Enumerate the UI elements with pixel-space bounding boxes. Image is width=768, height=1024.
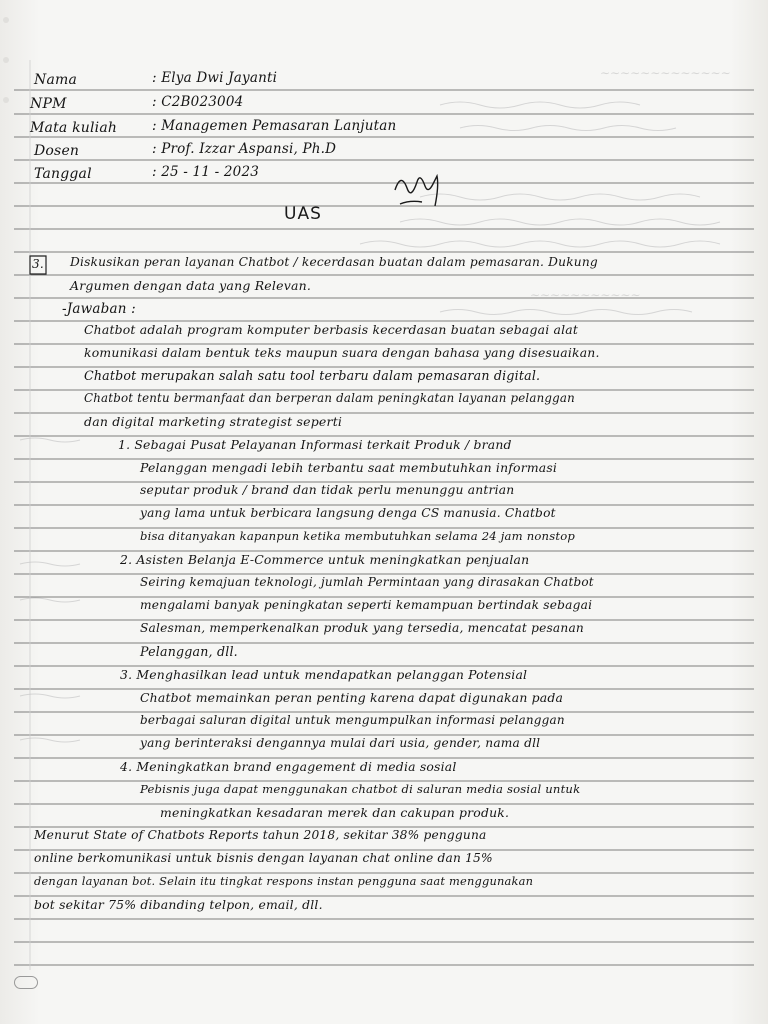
bleed-through-text: ~~~~~~~~~~~~~ bbox=[599, 66, 732, 80]
npm-label: NPM bbox=[30, 96, 67, 112]
answer-line: dan digital marketing strategist seperti bbox=[84, 414, 343, 429]
question-line: Diskusikan peran layanan Chatbot / kecerdasan buatan dalam pemasaran. Dukung bbox=[70, 255, 598, 269]
answer-line: Pelanggan, dll. bbox=[140, 644, 238, 659]
answer-line: meningkatkan kesadaran merek dan cakupan produk. bbox=[160, 805, 510, 820]
answer-line: 4. Meningkatkan brand engagement di media sosial bbox=[120, 759, 457, 774]
answer-line: Seiring kemajuan teknologi, jumlah Permintaan yang dirasakan Chatbot bbox=[140, 575, 594, 589]
answer-line: 2. Asisten Belanja E-Commerce untuk meningkatkan penjualan bbox=[120, 552, 530, 567]
exam-title: UAS bbox=[284, 204, 322, 224]
mata-kuliah-value: : Managemen Pemasaran Lanjutan bbox=[152, 118, 397, 134]
tanggal-value: : 25 - 11 - 2023 bbox=[152, 164, 260, 180]
nama-label: Nama bbox=[34, 72, 78, 88]
npm-value: : C2B023004 bbox=[152, 94, 244, 110]
nama-value: : Elya Dwi Jayanti bbox=[152, 70, 278, 86]
answer-line: 3. Menghasilkan lead untuk mendapatkan pelanggan Potensial bbox=[120, 667, 528, 682]
answer-line: yang berinteraksi dengannya mulai dari usia, gender, nama dll bbox=[140, 736, 541, 750]
bleed-through-text: ~~~~~~~~~~~ bbox=[529, 288, 642, 302]
answer-line: mengalami banyak peningkatan seperti kemampuan bertindak sebagai bbox=[140, 598, 593, 612]
answer-line: bisa ditanyakan kapanpun ketika membutuhkan selama 24 jam nonstop bbox=[140, 529, 576, 543]
answer-line: Chatbot tentu bermanfaat dan berperan dalam peningkatan layanan pelanggan bbox=[84, 391, 575, 405]
answer-line: berbagai saluran digital untuk mengumpulkan informasi pelanggan bbox=[140, 713, 565, 727]
signature bbox=[395, 176, 438, 206]
answer-line: Chatbot adalah program komputer berbasis kecerdasan buatan sebagai alat bbox=[84, 322, 579, 337]
answer-line: Pelanggan mengadi lebih terbantu saat membutuhkan informasi bbox=[140, 460, 558, 475]
answer-line: 1. Sebagai Pusat Pelayanan Informasi terkait Produk / brand bbox=[118, 437, 512, 452]
notebook-brand-tag bbox=[14, 976, 38, 989]
answer-line: yang lama untuk berbicara langsung denga CS manusia. Chatbot bbox=[140, 506, 556, 520]
answer-line: Pebisnis juga dapat menggunakan chatbot di saluran media sosial untuk bbox=[140, 782, 581, 796]
answer-line: Chatbot memainkan peran penting karena dapat digunakan pada bbox=[140, 690, 564, 705]
answer-line: Chatbot merupakan salah satu tool terbaru dalam pemasaran digital. bbox=[84, 368, 541, 383]
mata-kuliah-label: Mata kuliah bbox=[30, 120, 118, 136]
tanggal-label: Tanggal bbox=[34, 166, 92, 182]
answer-line: Menurut State of Chatbots Reports tahun 2018, sekitar 38% pengguna bbox=[34, 828, 487, 842]
question-number: 3. bbox=[32, 257, 44, 271]
answer-line: bot sekitar 75% dibanding telpon, email, dll. bbox=[34, 897, 323, 912]
answer-line: Salesman, memperkenalkan produk yang tersedia, mencatat pesanan bbox=[140, 621, 584, 635]
dosen-value: : Prof. Izzar Aspansi, Ph.D bbox=[152, 141, 337, 157]
answer-line: seputar produk / brand dan tidak perlu menunggu antrian bbox=[140, 483, 515, 497]
question-line: Argumen dengan data yang Relevan. bbox=[70, 278, 312, 293]
answer-line: dengan layanan bot. Selain itu tingkat respons instan pengguna saat menggunakan bbox=[34, 874, 534, 888]
answer-label: -Jawaban : bbox=[62, 301, 136, 317]
answer-line: komunikasi dalam bentuk teks maupun suara dengan bahasa yang disesuaikan. bbox=[84, 345, 600, 360]
dosen-label: Dosen bbox=[34, 143, 80, 159]
answer-line: online berkomunikasi untuk bisnis dengan layanan chat online dan 15% bbox=[34, 851, 493, 865]
